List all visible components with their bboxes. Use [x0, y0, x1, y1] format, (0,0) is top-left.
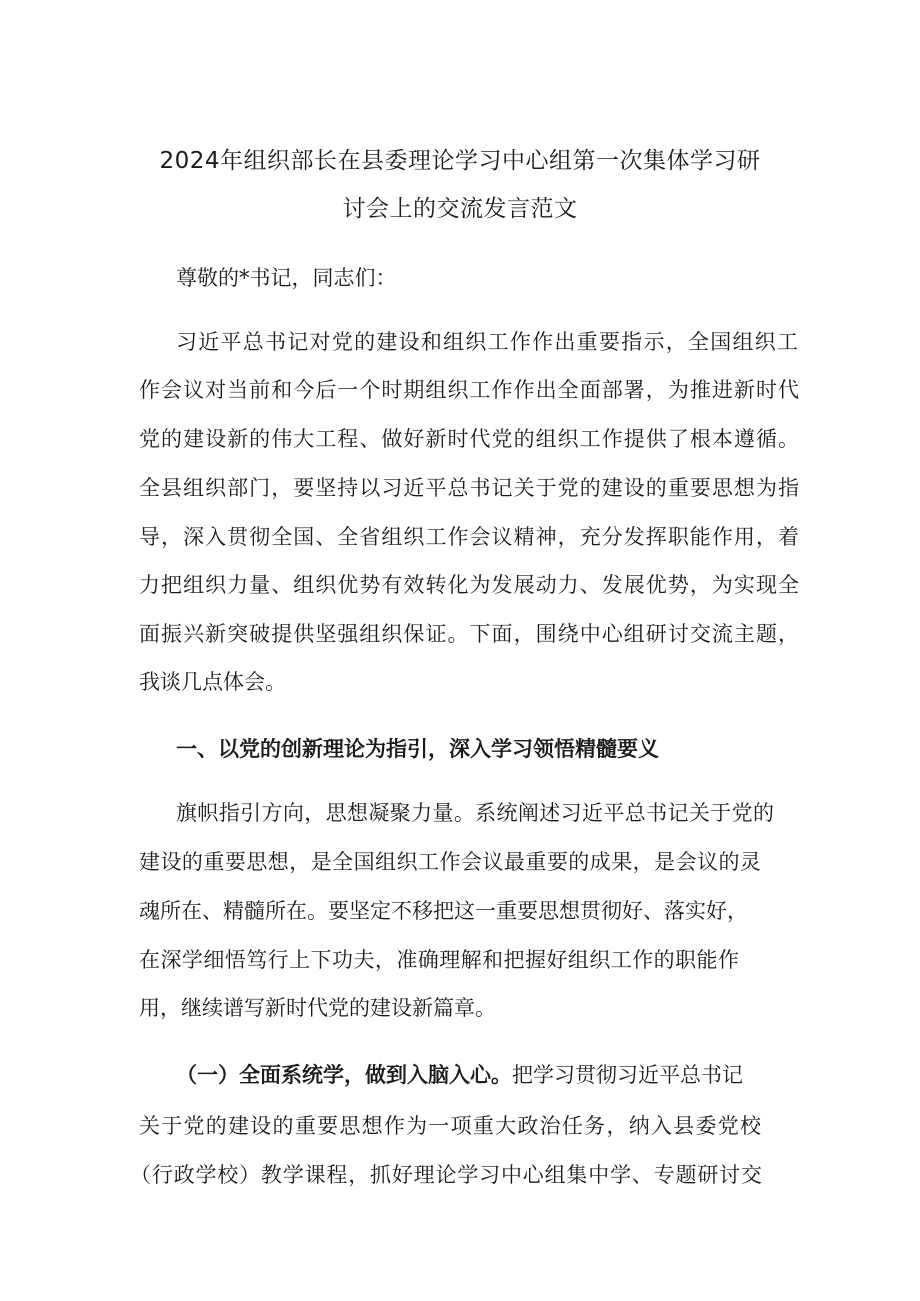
para1-line-6: 力把组织力量、组织优势有效转化为发展动力、发展优势，为实现全 — [139, 573, 799, 597]
para1-line-8: 我谈几点体会。 — [139, 670, 286, 694]
para1-line-2: 作会议对当前和今后一个时期组织工作作出全面部署，为推进新时代 — [139, 378, 799, 402]
document-title-line-2: 讨会上的交流发言范文 — [342, 196, 578, 222]
para3-line-2: （行政学校）教学课程，抓好理论学习中心组集中学、专题研讨交 — [130, 1163, 762, 1187]
sub-section-1-heading: （一）全面系统学，做到入脑入心。 — [176, 1063, 512, 1087]
para2-line-3: 魂所在、精髓所在。要坚定不移把这一重要思想贯彻好、落实好， — [139, 899, 748, 923]
section-heading-1: 一、以党的创新理论为指引，深入学习领悟精髓要义 — [176, 737, 659, 761]
para1-line-7: 面振兴新突破提供坚强组织保证。下面，围绕中心组研讨交流主题， — [139, 622, 799, 646]
para2-line-2: 建设的重要思想，是全国组织工作会议最重要的成果，是会议的灵 — [139, 850, 761, 874]
para2-line-4: 在深学细悟笃行上下功夫，准确理解和把握好组织工作的职能作 — [139, 948, 739, 972]
para1-line-1: 习近平总书记对党的建设和组织工作作出重要指示，全国组织工 — [176, 330, 798, 354]
para2-line-1: 旗帜指引方向，思想凝聚力量。系统阐述习近平总书记关于党的 — [176, 801, 774, 825]
para1-line-3: 党的建设新的伟大工程、做好新时代党的组织工作提供了根本遵循。 — [139, 427, 799, 451]
salutation: 尊敬的*书记，同志们： — [176, 266, 397, 290]
para1-line-4: 全县组织部门，要坚持以习近平总书记关于党的建设的重要思想为指 — [139, 476, 799, 500]
para2-line-5: 用，继续谱写新时代党的建设新篇章。 — [139, 996, 496, 1020]
para3-line-1: 关于党的建设的重要思想作为一项重大政治任务，纳入县委党校 — [139, 1114, 761, 1138]
para1-line-5: 导，深入贯彻全国、全省组织工作会议精神，充分发挥职能作用，着 — [139, 525, 799, 549]
sub-section-1-line-1 — [176, 1060, 743, 1090]
sub-section-1-text: 把学习贯彻习近平总书记 — [512, 1063, 743, 1087]
document-title-line-1: 2024年组织部长在县委理论学习中心组第一次集体学习研 — [159, 148, 761, 174]
